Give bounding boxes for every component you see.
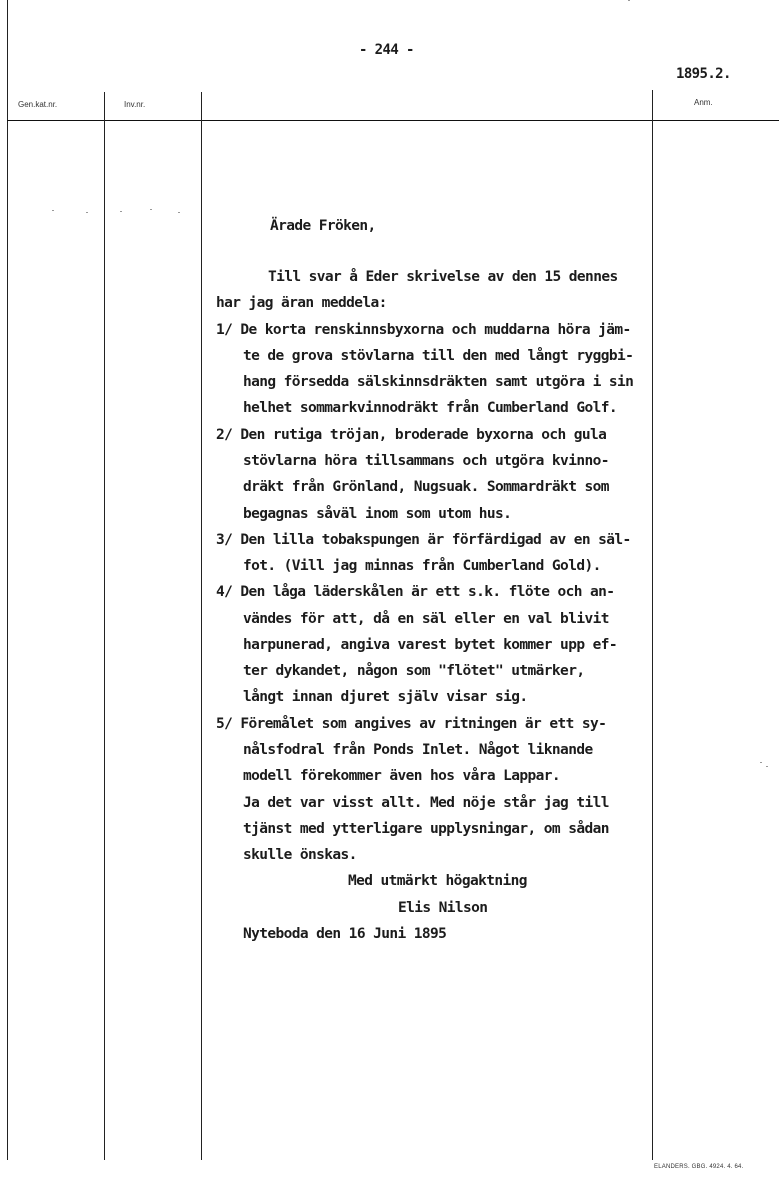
inv-column-divider bbox=[201, 92, 202, 1160]
letter-line-1: Till svar å Eder skrivelse av den 15 dennes bbox=[268, 269, 618, 285]
letter-line-18: 5/ Föremålet som angives av ritningen är ett sy- bbox=[216, 716, 607, 732]
place-date: Nyteboda den 16 Juni 1895 bbox=[243, 926, 447, 942]
salutation: Ärade Fröken, bbox=[270, 218, 376, 234]
left-margin-line bbox=[7, 0, 8, 1160]
letter-line-23: skulle önskas. bbox=[243, 847, 357, 863]
letter-line-5: hang försedda sälskinnsdräkten samt utgöra i sin bbox=[243, 374, 634, 390]
letter-line-2: har jag äran meddela: bbox=[216, 295, 387, 311]
letter-line-4: te de grova stövlarna till den med långt ryggbi- bbox=[243, 348, 634, 364]
letter-line-8: stövlarna höra tillsammans och utgöra kvinno- bbox=[243, 453, 609, 469]
letter-line-10: begagnas såväl inom som utom hus. bbox=[243, 506, 512, 522]
anm-column-divider bbox=[652, 90, 653, 1160]
gen-kat-label: Gen.kat.nr. bbox=[18, 100, 58, 109]
closing: Med utmärkt högaktning bbox=[348, 873, 527, 889]
gen-kat-column-divider bbox=[104, 92, 105, 1160]
letter-line-3: 1/ De korta renskinnsbyxorna och muddarna höra jäm- bbox=[216, 322, 631, 338]
signature: Elis Nilson bbox=[398, 900, 488, 916]
letter-line-15: harpunerad, angiva varest bytet kommer upp ef- bbox=[243, 637, 617, 653]
entry-number: 1895.2. bbox=[676, 66, 731, 82]
printer-imprint: ELANDERS. GBG. 4924. 4. 64. bbox=[654, 1164, 744, 1170]
anm-label: Anm. bbox=[694, 98, 713, 107]
letter-line-14: vändes för att, då en säl eller en val blivit bbox=[243, 611, 609, 627]
scan-speck bbox=[120, 211, 122, 212]
scan-speck bbox=[86, 212, 88, 213]
letter-line-17: långt innan djuret själv visar sig. bbox=[243, 689, 528, 705]
scan-speck bbox=[150, 209, 152, 210]
letter-line-6: helhet sommarkvinnodräkt från Cumberland Golf. bbox=[243, 400, 617, 416]
letter-line-21: Ja det var visst allt. Med nöje står jag till bbox=[243, 795, 609, 811]
letter-line-12: fot. (Vill jag minnas från Cumberland Gold). bbox=[243, 558, 601, 574]
letter-line-16: ter dykandet, någon som "flötet" utmärker, bbox=[243, 663, 585, 679]
scan-speck bbox=[52, 210, 54, 211]
scan-speck bbox=[178, 212, 180, 213]
scan-speck bbox=[628, 0, 630, 1]
letter-line-7: 2/ Den rutiga tröjan, broderade byxorna och gula bbox=[216, 427, 607, 443]
scan-speck bbox=[766, 766, 768, 767]
inv-label: Inv.nr. bbox=[124, 100, 146, 109]
letter-line-20: modell förekommer även hos våra Lappar. bbox=[243, 768, 561, 784]
letter-line-9: dräkt från Grönland, Nugsuak. Sommardräkt som bbox=[243, 479, 609, 495]
header-bottom-rule bbox=[7, 120, 779, 121]
page-number: - 244 - bbox=[359, 42, 414, 58]
letter-line-13: 4/ Den låga läderskålen är ett s.k. flöte och an- bbox=[216, 584, 615, 600]
letter-line-22: tjänst med ytterligare upplysningar, om sådan bbox=[243, 821, 609, 837]
letter-line-19: nålsfodral från Ponds Inlet. Något liknande bbox=[243, 742, 593, 758]
scan-speck bbox=[760, 762, 762, 763]
letter-line-11: 3/ Den lilla tobakspungen är förfärdigad av en säl- bbox=[216, 532, 631, 548]
